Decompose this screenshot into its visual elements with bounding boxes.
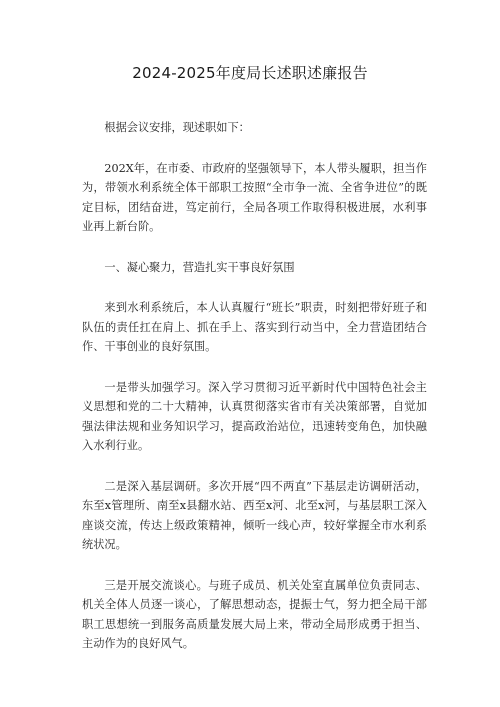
document-title: 2024-2025年度局长述职述廉报告: [132, 64, 368, 82]
paragraph-research: 二是深入基层调研。多次开展“四不两直”下基层走访调研活动，东至x管理所、南至x县翻水站、西至x河、北至x河，与基层职工深入座谈交流，传达上级政策精神，倾听一线心声，较好掌握全市水利系统状况。: [82, 479, 427, 551]
paragraph-section-1-intro: 来到水利系统后，本人认真履行“班长”职责，时刻把带好班子和队伍的责任扛在肩上、抓在手上、落实到行动当中，全力营造团结合作、干事创业的良好氛围。: [82, 301, 427, 353]
paragraph-communication: 三是开展交流谈心。与班子成员、机关处室直属单位负责同志、机关全体人员逐一谈心，了解思想动态，提振士气，努力把全局干部职工思想统一到服务高质量发展大局上来，带动全局形成勇于担当、主动作为的良好风气。: [82, 578, 427, 650]
paragraph-study: 一是带头加强学习。深入学习贯彻习近平新时代中国特色社会主义思想和党的二十大精神，认真贯彻落实省市有关决策部署，自觉加强法律法规和业务知识学习，提高政治站位，迅速转变角色，加快融入水利行业。: [82, 380, 427, 452]
paragraph-overview: 202X年，在市委、市政府的坚强领导下，本人带头履职，担当作为，带领水利系统全体干部职工按照“全市争一流、全省争进位”的既定目标，团结奋进，笃定前行，全局各项工作取得积极进展，水利事业再上新台阶。: [82, 161, 427, 233]
paragraph-intro: 根据会议安排，现述职如下：: [104, 121, 250, 134]
section-heading-1: 一、凝心聚力，营造扎实干事良好氛围: [104, 260, 295, 274]
document-body: [82, 118, 427, 675]
